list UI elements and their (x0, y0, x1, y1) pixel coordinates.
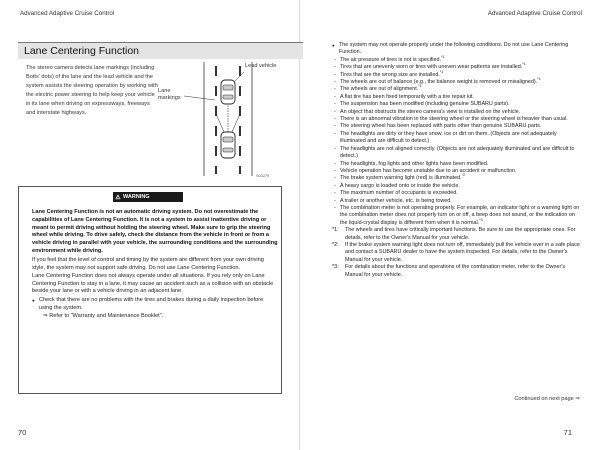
page-gutter (299, 0, 300, 450)
warning-box (18, 186, 282, 394)
intro-paragraph: The stereo camera detects lane markings (including Botts' dots) of the lane and the lead vehicle and the system assists the steering operation by working with the electric power steering to help keep your vehicle in its lane when driving on expressways, freeways and interstate highways. (26, 65, 158, 116)
page-number-right: 71 (563, 428, 572, 437)
figure-code: S03279 (256, 174, 270, 178)
continued-label: Continued on next page ⇒ (514, 396, 580, 402)
footnote (332, 264, 580, 279)
footnote-text: For details about the functions and operations of the combination meter, refer to the Owner's Manual for your vehicle. (345, 264, 566, 278)
condition-item (332, 86, 580, 93)
condition-item (332, 198, 580, 205)
condition-item (332, 101, 580, 108)
warning-label: WARNING (123, 194, 150, 200)
lead-vehicle-car (221, 80, 235, 104)
section-title: Lane Centering Function (18, 42, 303, 59)
warning-body (32, 209, 278, 321)
conditions-intro: ● The system may not operate properly under the following conditions. Do not use Lane Centering Function. (332, 42, 580, 57)
condition-item (332, 161, 580, 168)
condition-item (332, 131, 580, 146)
lane-figure (158, 60, 278, 180)
condition-text: The steering wheel has been replaced with parts other than genuine SUBARU parts. (340, 123, 542, 130)
footnote (332, 242, 580, 264)
condition-item (332, 205, 580, 227)
lane-markings-label: Lane markings (158, 88, 181, 101)
footnote-text: If the brake system warning light does not turn off, immediately pull the vehicle over in a safe place and contact a SUBARU dealer to have the system inspected. For details, refer to the Owner's Manual for your vehicle. (345, 241, 580, 263)
condition-text: The brake system warning light (red) is illuminated. (340, 175, 462, 182)
condition-note-ref: *2 (461, 173, 466, 178)
condition-note-ref: *3 (479, 217, 483, 222)
condition-note-ref: *1 (440, 55, 445, 60)
condition-item (332, 183, 580, 190)
condition-text: Vehicle operation has become unstable due to an accident or malfunction. (340, 167, 517, 174)
condition-note-ref: *1 (418, 84, 422, 89)
warning-paragraph-1: If you feel that the level of control and timing by the system are different from your own driving style, the system may not support safe driving. Do not use Lane Centering Function. (32, 256, 264, 271)
condition-text: A trailer or another vehicle, etc. is being towed. (340, 197, 452, 204)
warning-triangle-icon: ⚠ (115, 194, 121, 201)
condition-note-ref: *1 (537, 77, 541, 82)
condition-text: A flat tire has been fixed temporarily with a tire repair kit. (340, 93, 474, 100)
conditions-column (332, 42, 580, 279)
condition-note-ref: *1 (439, 69, 444, 74)
condition-text: A heavy cargo is loaded onto or inside the vehicle. (340, 182, 460, 189)
condition-item (332, 109, 580, 116)
condition-item (332, 64, 580, 71)
conditions-list (332, 57, 580, 227)
footnote-text: The wheels and tires have critically important functions. Be sure to use the appropriate ones. For details, refer to the Owner's Manual for your vehicle. (345, 227, 576, 241)
own-vehicle-car (221, 132, 235, 158)
condition-text: An object that obstructs the stereo camera's view is installed on the vehicle. (340, 108, 521, 115)
lead-vehicle-label: Lead vehicle (245, 63, 277, 69)
condition-item (332, 190, 580, 197)
detection-left (216, 114, 224, 132)
warning-paragraph-2: Lane Centering Function does not always operate under all situations. If you rely only on Lane Centering Function to stay in a lane, it may cause an accident such as a collision with an obstacle beside your lane or with a vehicle driving in an adjacent lane. (32, 272, 274, 295)
condition-item (332, 94, 580, 101)
condition-text: The headlights are dirty or they have snow, ice or dirt on them. (Objects are not adequately illuminated and are difficult to detect.) (340, 130, 557, 145)
condition-note-ref: *1 (522, 62, 526, 67)
condition-item (332, 116, 580, 123)
warning-header (113, 192, 183, 202)
footnote-key: *2: (332, 241, 339, 248)
detection-right (232, 114, 240, 132)
warning-reference: ⇒ Refer to “Warranty and Maintenance Booklet”. (43, 312, 164, 319)
condition-text: Tires that are unevenly worn or tires with uneven wear patterns are installed. (340, 64, 523, 71)
notes-list (332, 227, 580, 279)
condition-text: There is an abnormal vibration in the steering wheel or the steering wheel is heavier than usual. (340, 116, 568, 123)
condition-text: The maximum number of occupants is exceeded. (340, 190, 458, 197)
condition-text: The air pressure of tires is not is specified. (340, 56, 441, 63)
condition-text: The wheels are out of balance (e.g., the balance weight is removed or misaligned). (340, 79, 538, 86)
condition-text: The headlights are not aligned correctly. (Objects are not adequately illuminated and are difficult to detect.) (340, 145, 575, 160)
condition-text: Tires that are the wrong size are installed. (340, 71, 440, 78)
header-right: Advanced Adaptive Cruise Control (487, 10, 582, 17)
header-left: Advanced Adaptive Cruise Control (20, 10, 115, 17)
condition-item (332, 146, 580, 161)
condition-text: The combination meter is not operating properly. For example, an indicator light or a warning light on the combination meter does not properly turn on or off, a beep does not sound, or the indication on the liquid-crystal display is different from when it is normal. (340, 204, 580, 226)
lane-leader (184, 96, 215, 100)
page-number-left: 70 (18, 428, 27, 437)
warning-bold-text: Lane Centering Function is not an automatic driving system. Do not overestimate the capabilities of Lane Centering Function. It is not a system to assist inattentive driving or meant to permit driving without holding the steering wheel. Make sure to grip the steering wheel while driving. To drive safely, check the distance from the vehicle in front or from a vehicle driving in parallel with your vehicle, the surrounding conditions and the surrounding environment while driving. (32, 209, 278, 254)
condition-item (332, 123, 580, 130)
condition-text: The headlights, fog lights and other lights have been modified. (340, 160, 489, 167)
condition-item (332, 69, 580, 82)
condition-text: The suspension has been modified (including genuine SUBARU parts). (340, 101, 510, 108)
condition-text: The wheels are out of alignment. (340, 86, 419, 93)
footnote-key: *1: (332, 227, 339, 234)
lane-illustration (158, 60, 278, 180)
footnote-key: *3: (332, 264, 339, 271)
footnote (332, 227, 580, 242)
condition-item (332, 175, 580, 182)
warning-bullet: ● Check that there are no problems with the tires and brakes during a daily inspection before using the system. (32, 297, 278, 313)
